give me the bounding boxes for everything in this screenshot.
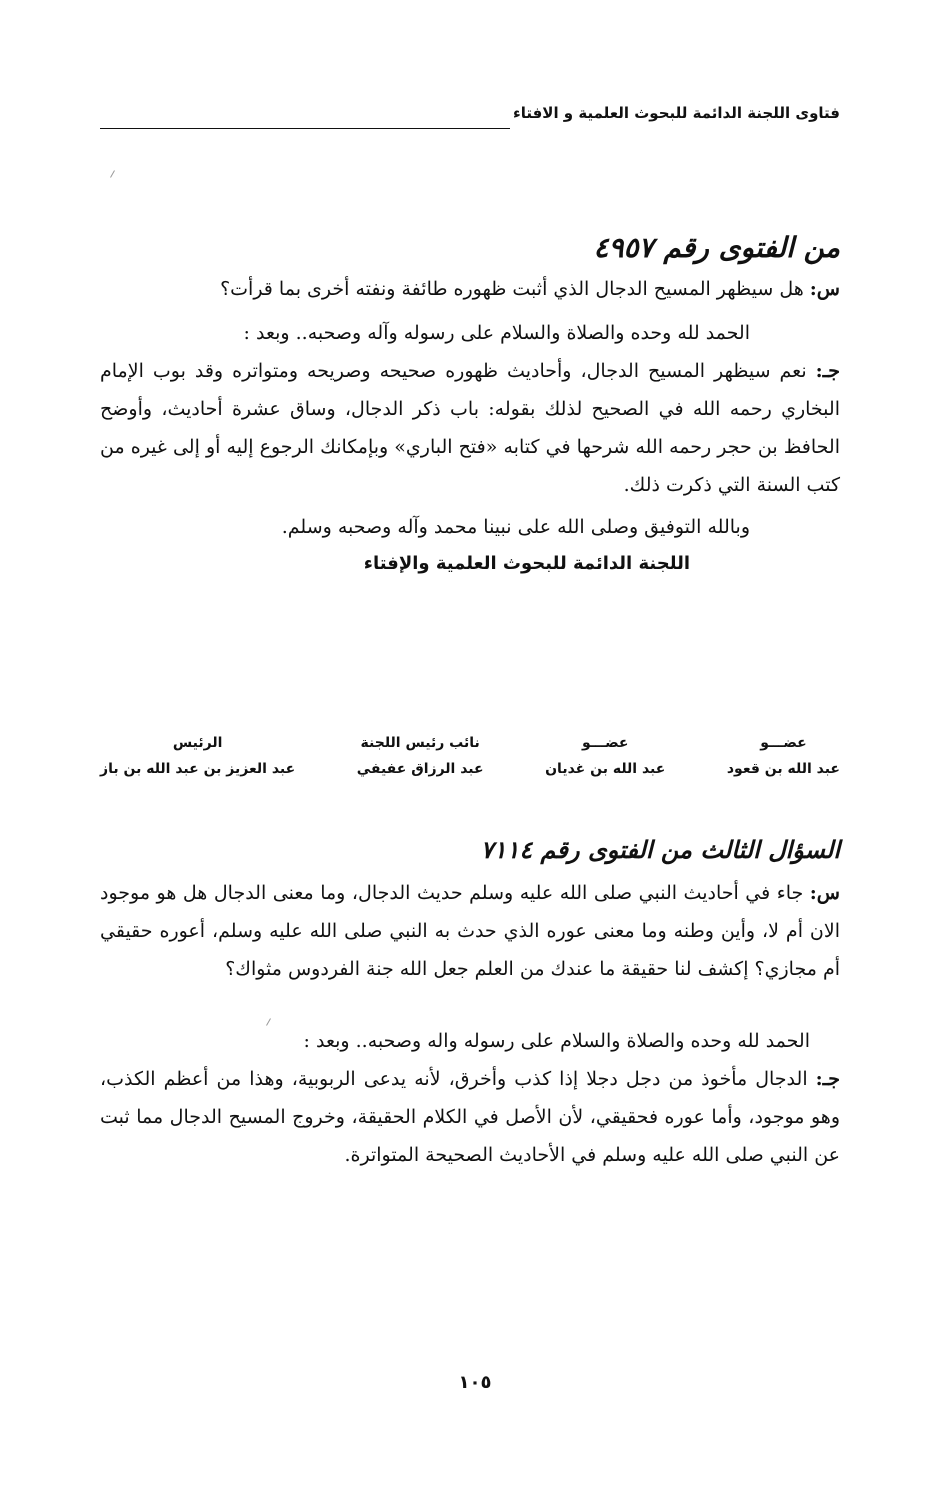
fatwa-2-heading: السؤال الثالث من الفتوى رقم ٧١١٤ [480,835,840,864]
answer-label: جـ: [815,360,840,382]
fatwa-1-question [100,270,840,308]
signature-role: نائب رئيس اللجنة [360,735,480,751]
question-text: هل سيظهر المسيح الدجال الذي أثبت ظهوره طائفة ونفته أخرى بما قرأت؟ [220,278,804,300]
signature-name: عبد العزيز بن عبد الله بن باز [100,761,296,777]
signature-name: عبد الله بن قعود [726,761,840,777]
signature-role: الرئيس [172,735,223,751]
answer-text: نعم سيظهر المسيح الدجال، وأحاديث ظهوره صحيحه وصريحه ومتواتره وقد بوب الإمام البخاري رحمه الله في الصحيح لذلك بقوله: باب ذكر الدجال، وساق عشرة أحاديث، وأوضح الحافظ بن حجر رحمه الله شرحها في كتابه «فتح الباري» وبإمكانك الرجوع إليه أو إلى غيره من كتب السنة التي ذكرت ذلك. [100,360,840,496]
signature-name: عبد الله بن غديان [545,761,666,777]
fatwa-1-heading: من الفتوى رقم ٤٩٥٧ [593,231,840,264]
answer-text: الدجال مأخوذ من دجل دجلا إذا كذب وأخرق، لأنه يدعى الربوبية، وهذا من أعظم الكذب، وهو موجود، وأما عوره فحقيقي، لأن الأصل في الكلام الحقيقة، وخروج المسيح الدجال مما ثبت عن النبي صلى الله عليه وسلم في الأحاديث الصحيحة المتواترة. [100,1068,840,1166]
signature-member-2 [545,735,665,795]
fatwa-2-answer [100,1060,840,1174]
signature-role: عضـــو [581,735,629,751]
fatwa-2-question [100,874,840,988]
committee-name: اللجنة الدائمة للبحوث العلمية والإفتاء [363,553,690,574]
question-label: س: [809,882,840,904]
fatwa-1-praise: الحمد لله وحده والصلاة والسلام على رسوله وآله وصحبه.. وبعد : [243,322,750,344]
signatures [100,735,840,795]
running-header [100,104,840,138]
fatwa-2 [100,830,840,1174]
fatwa-1-answer [100,352,840,504]
scan-speck [110,170,115,177]
signature-president [100,735,295,795]
question-text: جاء في أحاديث النبي صلى الله عليه وسلم حديث الدجال، وما معنى الدجال هل هو موجود الان أم لا، وأين وطنه وما معنى عوره الذي حدث به النبي صلى الله عليه وسلم، أعوره حقيقي أم مجازي؟ إكشف لنا حقيقة ما عندك من العلم جعل الله جنة الفردوس مثواك؟ [100,882,840,980]
header-rule [100,128,510,129]
answer-label: جـ: [815,1068,840,1090]
signature-vice-president [357,735,484,795]
running-title: فتاوى اللجنة الدائمة للبحوث العلمية و الافتاء [513,104,840,122]
signature-name: عبد الرزاق عفيفي [356,761,484,777]
question-label: س: [809,278,840,300]
signature-role: عضـــو [760,735,807,751]
fatwa-2-praise: الحمد لله وحده والصلاة والسلام على رسوله واله وصحبه.. وبعد : [303,1030,810,1052]
page-number: ١٠٥ [458,1372,492,1393]
fatwa-1 [100,228,840,582]
signature-member-1 [727,735,840,795]
fatwa-1-closing: وبالله التوفيق وصلى الله على نبينا محمد وآله وصحبه وسلم. [281,516,750,538]
